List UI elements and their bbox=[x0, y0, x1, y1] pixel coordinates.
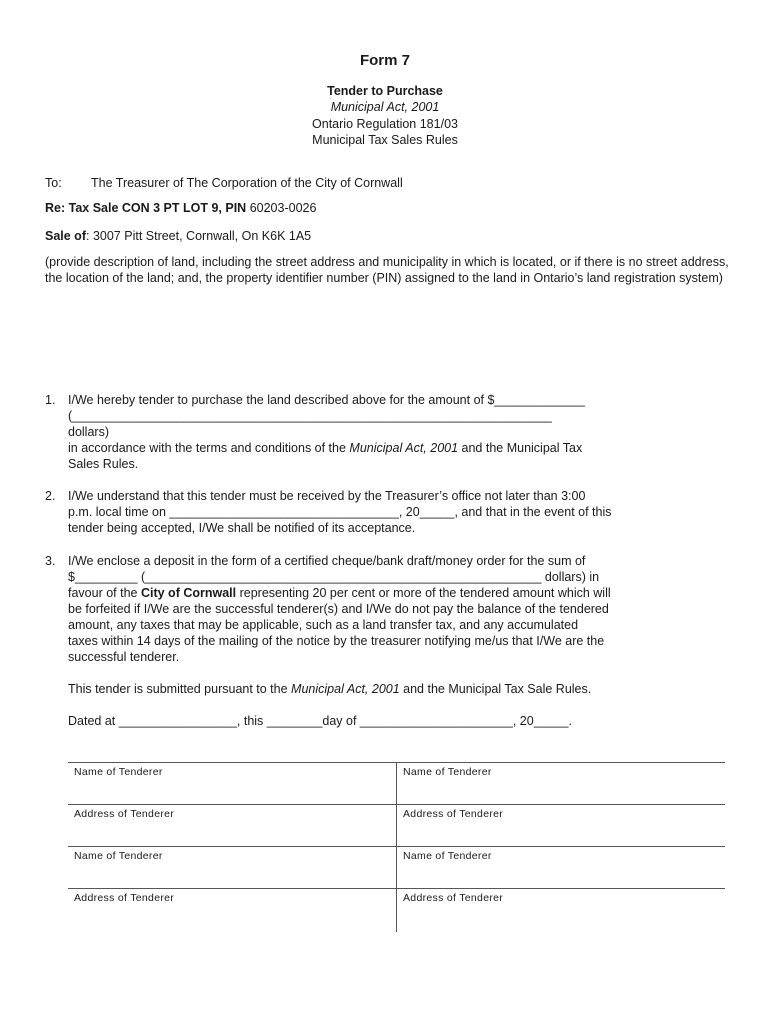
tenderer-name-field[interactable]: Name of Tenderer bbox=[74, 766, 163, 778]
clause-number: 2. bbox=[45, 489, 56, 503]
clause-1-line-4 bbox=[68, 440, 725, 456]
tenderer-name-field[interactable]: Name of Tenderer bbox=[74, 850, 163, 862]
clause-3-line-1: I/We enclose a deposit in the form of a certified cheque/bank draft/money order for the sum of bbox=[68, 554, 586, 568]
tenderer-address-field[interactable]: Address of Tenderer bbox=[74, 892, 175, 904]
signature-table bbox=[68, 762, 725, 932]
sale-value: : 3007 Pitt Street, Cornwall, On K6K 1A5 bbox=[86, 229, 312, 243]
act-reference: Municipal Act, 2001 bbox=[330, 100, 440, 114]
clause-1-line-1: I/We hereby tender to purchase the land described above for the amount of $_____________ bbox=[68, 393, 585, 407]
clause-1-act-italic: Municipal Act, 2001 bbox=[349, 441, 459, 455]
clause-1-line-4-pre: in accordance with the terms and conditions of the bbox=[68, 441, 350, 455]
form-title: Form 7 bbox=[359, 52, 410, 69]
form-subtitle: Tender to Purchase bbox=[327, 84, 443, 98]
clause-2-line-2: p.m. local time on _________________________________, 20_____, and that in the event of this bbox=[68, 505, 612, 519]
regulation-reference: Ontario Regulation 181/03 bbox=[312, 117, 458, 131]
table-row bbox=[68, 763, 725, 805]
table-row bbox=[68, 805, 725, 847]
clause-3-line-5: amount, any taxes that may be applicable, such as a land transfer tax, and any accumulated bbox=[68, 618, 579, 632]
submission-statement bbox=[68, 682, 591, 696]
to-label: To: bbox=[45, 176, 62, 190]
clause-3-line-3-pre: favour of the bbox=[68, 586, 141, 600]
clause-3-line-7: successful tenderer. bbox=[68, 650, 180, 664]
clause-3-line-2: $_________ (_________________________________________________________ dollars) in bbox=[68, 570, 600, 584]
clause-2-line-3: tender being accepted, I/We shall be notified of its acceptance. bbox=[68, 521, 416, 535]
submission-act-italic: Municipal Act, 2001 bbox=[291, 682, 400, 696]
clause-3-line-6: taxes within 14 days of the mailing of the notice by the treasurer notifying me/us that I/We are the bbox=[68, 634, 605, 648]
table-row bbox=[68, 847, 725, 889]
tender-clause-1 bbox=[45, 392, 725, 472]
tender-clause-2 bbox=[45, 488, 725, 536]
re-pin: 60203-0026 bbox=[246, 201, 317, 215]
to-value: The Treasurer of The Corporation of the City of Cornwall bbox=[91, 176, 403, 190]
clause-number: 3. bbox=[45, 554, 56, 568]
table-row bbox=[68, 889, 725, 932]
tenderer-address-field[interactable]: Address of Tenderer bbox=[396, 889, 724, 932]
re-label: Re: Tax Sale CON 3 PT LOT 9, PIN bbox=[45, 201, 247, 215]
clause-2-line-1: I/We understand that this tender must be received by the Treasurer’s office not later than 3:00 bbox=[68, 489, 586, 503]
tenderer-name-field[interactable]: Name of Tenderer bbox=[396, 763, 724, 804]
submission-pre: This tender is submitted pursuant to the bbox=[68, 682, 292, 696]
clause-1-line-2: (_____________________________________________________________________ bbox=[68, 409, 552, 423]
re-line bbox=[45, 201, 316, 215]
description-note: (provide description of land, including the street address and municipality in which is located, or if there is no street address, the location of the land; and, the property identifier number (PIN) assigned to the land in Ontario’s land registration system) bbox=[45, 255, 729, 285]
dated-line: Dated at _________________, this ________day of ______________________, 20_____. bbox=[68, 714, 572, 728]
clause-1-line-5: Sales Rules. bbox=[68, 457, 139, 471]
clause-3-line-3 bbox=[68, 585, 725, 601]
rules-reference: Municipal Tax Sales Rules bbox=[312, 133, 458, 147]
sale-label: Sale of bbox=[45, 229, 86, 243]
clause-1-line-4-post: and the Municipal Tax bbox=[458, 441, 583, 455]
sale-line bbox=[45, 229, 311, 243]
tenderer-address-field[interactable]: Address of Tenderer bbox=[74, 808, 175, 820]
clause-3-line-3-post: representing 20 per cent or more of the tendered amount which will bbox=[236, 586, 611, 600]
submission-post: and the Municipal Tax Sale Rules. bbox=[399, 682, 592, 696]
clause-3-line-4: be forfeited if I/We are the successful tenderer(s) and I/We do not pay the balance of the tendered bbox=[68, 602, 609, 616]
tender-clause-3 bbox=[45, 553, 725, 665]
tenderer-name-field[interactable]: Name of Tenderer bbox=[396, 847, 724, 888]
clause-3-city-bold: City of Cornwall bbox=[140, 586, 237, 600]
clause-number: 1. bbox=[45, 393, 56, 407]
clause-1-line-3: dollars) bbox=[68, 425, 109, 439]
tenderer-address-field[interactable]: Address of Tenderer bbox=[396, 805, 724, 846]
